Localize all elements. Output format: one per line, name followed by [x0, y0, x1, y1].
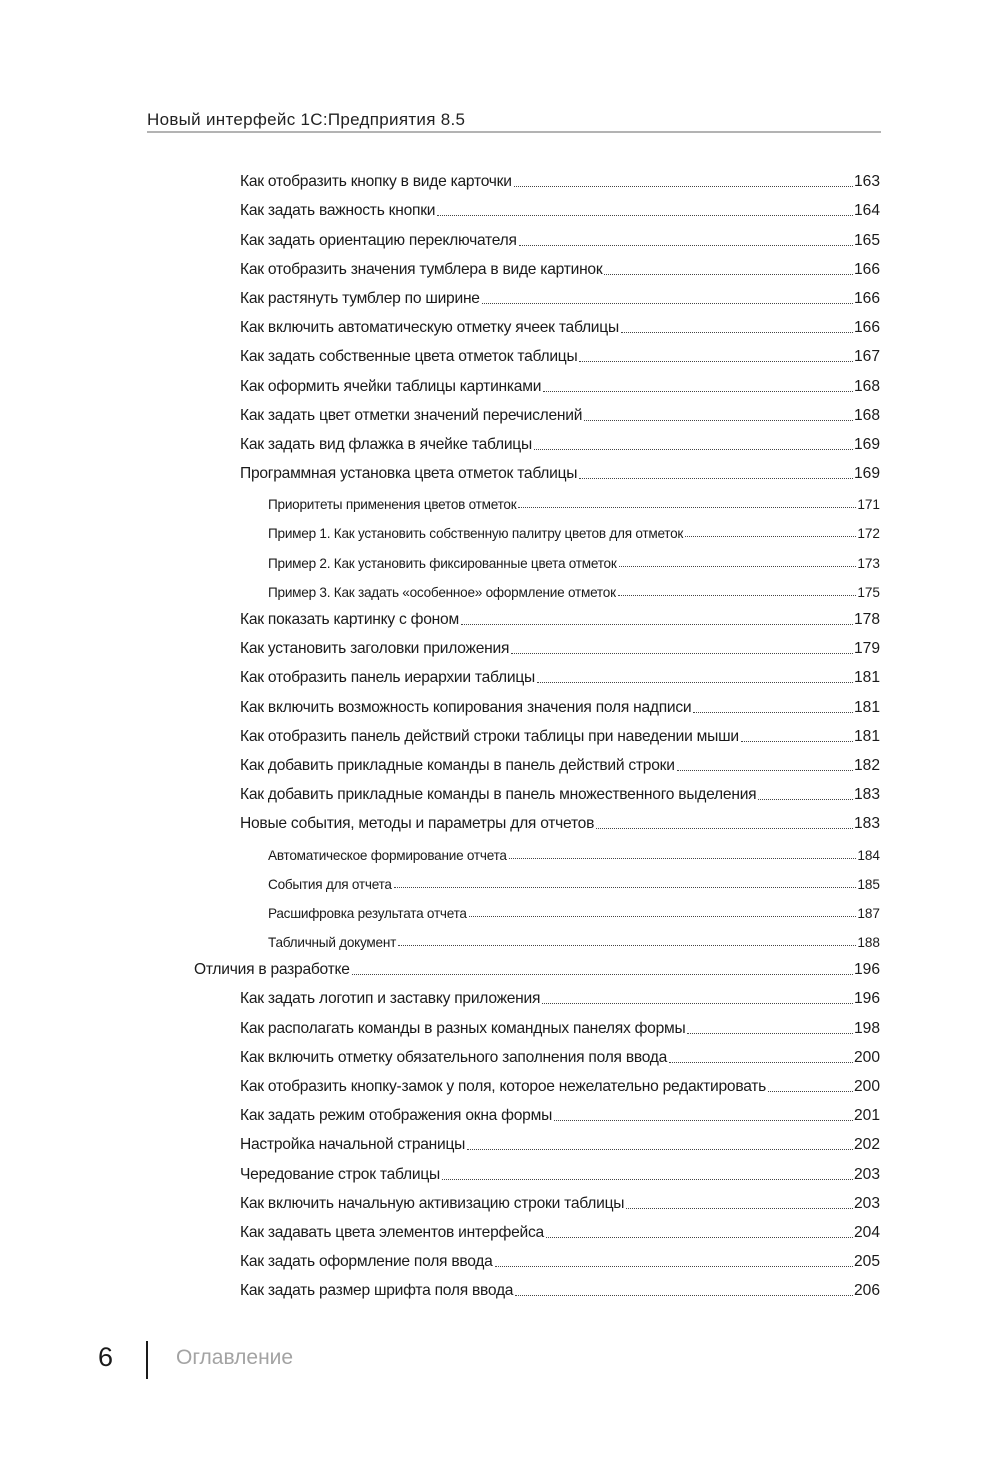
- toc-entry-title: Программная установка цвета отметок таблицы: [240, 465, 578, 483]
- toc-entry-title: Как включить автоматическую отметку ячеек таблицы: [240, 319, 619, 337]
- toc-entry-title: Как задать режим отображения окна формы: [240, 1107, 553, 1125]
- toc-entry-title: Как включить возможность копирования значения поля надписи: [240, 698, 692, 716]
- toc-entry: [240, 458, 880, 487]
- toc-entry-title: Как отобразить кнопку-замок у поля, которое нежелательно редактировать: [240, 1078, 767, 1095]
- footer-section-title: Оглавление: [176, 1346, 294, 1369]
- toc-dot-leader: [596, 828, 853, 829]
- toc-entry-page: 169: [853, 435, 880, 453]
- toc-entry: [240, 1217, 880, 1246]
- toc-dot-leader: [579, 478, 853, 479]
- toc-entry-title: Табличный документ: [268, 935, 397, 951]
- toc-entry: [240, 283, 880, 312]
- page-number: 6: [98, 1342, 114, 1372]
- toc-entry: [194, 954, 880, 983]
- toc-dot-leader: [437, 215, 853, 216]
- toc-entry-page: 171: [857, 497, 880, 513]
- toc-dot-leader: [495, 1266, 853, 1267]
- toc-dot-leader: [758, 799, 853, 800]
- toc-entry: [268, 575, 880, 604]
- toc-entry: [240, 195, 880, 224]
- toc-entry-page: 169: [853, 465, 880, 483]
- toc-entry: [240, 1188, 880, 1217]
- toc-entry-page: 198: [853, 1019, 880, 1037]
- toc-entry-title: Настройка начальной страницы: [240, 1136, 466, 1154]
- toc-dot-leader: [626, 1208, 853, 1209]
- toc-dot-leader: [519, 245, 853, 246]
- toc-entry-title: Как располагать команды в разных командных панелях формы: [240, 1019, 686, 1037]
- toc-dot-leader: [687, 1033, 853, 1034]
- toc-dot-leader: [768, 1091, 853, 1092]
- toc-entry-page: 185: [857, 876, 880, 892]
- toc-entry-title: Приоритеты применения цветов отметок: [268, 497, 517, 513]
- toc-entry: [268, 837, 880, 866]
- toc-entry-title: Как задать собственные цвета отметок таблицы: [240, 348, 578, 366]
- toc-entry-title: Как отобразить значения тумблера в виде картинок: [240, 260, 603, 278]
- toc-entry-title: Новые события, методы и параметры для отчетов: [240, 815, 595, 833]
- toc-dot-leader: [618, 595, 857, 596]
- toc-dot-leader: [461, 624, 853, 625]
- toc-entry-page: 202: [853, 1136, 880, 1154]
- toc-entry: [240, 691, 880, 720]
- toc-entry-page: 203: [853, 1194, 880, 1212]
- toc-entry-title: Как задать важность кнопки: [240, 202, 436, 220]
- toc-entry-page: 181: [853, 698, 880, 716]
- toc-dot-leader: [543, 391, 853, 392]
- toc-dot-leader: [554, 1120, 853, 1121]
- footer-divider: [146, 1341, 148, 1379]
- header-rule: [147, 131, 881, 133]
- toc-entry-page: 173: [857, 555, 880, 571]
- toc-dot-leader: [677, 770, 853, 771]
- toc-entry-title: Как задать цвет отметки значений перечислений: [240, 406, 583, 424]
- toc-entry: [240, 254, 880, 283]
- toc-entry: [240, 224, 880, 253]
- toc-entry-title: Пример 1. Как установить собственную палитру цветов для отметок: [268, 526, 684, 542]
- toc-entry-title: Как добавить прикладные команды в панель множественного выделения: [240, 786, 757, 804]
- toc-entry-title: Как включить отметку обязательного заполнения поля ввода: [240, 1048, 668, 1066]
- toc-entry-title: Отличия в разработке: [194, 961, 350, 979]
- toc-entry: [240, 983, 880, 1012]
- toc-entry-page: 175: [857, 584, 880, 600]
- toc-entry-title: Автоматическое формирование отчета: [268, 847, 507, 863]
- toc-dot-leader: [514, 186, 853, 187]
- toc-entry-title: Пример 2. Как установить фиксированные цвета отметок: [268, 555, 617, 571]
- toc-dot-leader: [509, 858, 857, 859]
- toc-entry-page: 179: [853, 640, 880, 658]
- toc-entry-title: Как включить начальную активизацию строки таблицы: [240, 1194, 625, 1212]
- toc-entry: [240, 721, 880, 750]
- toc-entry: [268, 867, 880, 896]
- toc-entry-page: 205: [853, 1253, 880, 1271]
- toc-entry: [240, 808, 880, 837]
- toc-entry-title: Как показать картинку с фоном: [240, 611, 459, 628]
- toc-entry: [240, 1100, 880, 1129]
- toc-dot-leader: [537, 682, 853, 683]
- toc-entry-title: Как задать логотип и заставку приложения: [240, 990, 541, 1008]
- toc-entry: [268, 545, 880, 574]
- toc-dot-leader: [621, 332, 853, 333]
- table-of-contents: [0, 166, 1000, 1304]
- toc-entry-title: Как отобразить панель иерархии таблицы: [240, 669, 535, 687]
- toc-entry: [240, 1071, 880, 1100]
- toc-dot-leader: [511, 653, 853, 654]
- toc-dot-leader: [467, 1149, 853, 1150]
- toc-dot-leader: [398, 945, 856, 946]
- toc-entry: [240, 370, 880, 399]
- toc-entry: [240, 429, 880, 458]
- toc-entry: [240, 400, 880, 429]
- toc-dot-leader: [469, 916, 857, 917]
- toc-dot-leader: [546, 1237, 853, 1238]
- toc-entry-page: 183: [853, 786, 880, 804]
- toc-entry-page: 172: [857, 526, 880, 542]
- toc-entry-page: 181: [853, 669, 880, 687]
- toc-entry: [240, 1275, 880, 1304]
- toc-entry: [240, 779, 880, 808]
- toc-dot-leader: [584, 420, 853, 421]
- toc-dot-leader: [669, 1062, 853, 1063]
- toc-entry: [240, 1042, 880, 1071]
- toc-entry: [240, 662, 880, 691]
- toc-dot-leader: [518, 507, 856, 508]
- toc-entry-title: Как отобразить панель действий строки таблицы при наведении мыши: [240, 727, 739, 745]
- toc-entry-title: Чередование строк таблицы: [240, 1165, 440, 1183]
- toc-dot-leader: [604, 274, 853, 275]
- toc-dot-leader: [482, 303, 853, 304]
- toc-entry-page: 188: [857, 935, 880, 951]
- toc-entry-title: Пример 3. Как задать «особенное» оформление отметок: [268, 584, 616, 600]
- toc-entry-title: Расшифровка результата отчета: [268, 905, 467, 921]
- toc-entry: [240, 166, 880, 195]
- toc-entry: [240, 1158, 880, 1187]
- toc-entry: [240, 1246, 880, 1275]
- toc-entry-page: 168: [853, 406, 880, 424]
- toc-entry: [268, 516, 880, 545]
- toc-entry-page: 168: [853, 377, 880, 395]
- toc-entry-page: 201: [853, 1107, 880, 1125]
- toc-dot-leader: [579, 361, 853, 362]
- toc-dot-leader: [534, 449, 853, 450]
- toc-entry: [268, 487, 880, 516]
- toc-entry-page: 182: [853, 756, 880, 774]
- toc-entry-page: 203: [853, 1165, 880, 1183]
- toc-dot-leader: [515, 1295, 853, 1296]
- toc-entry: [240, 1129, 880, 1158]
- toc-entry-title: Как задать размер шрифта поля ввода: [240, 1282, 514, 1300]
- toc-dot-leader: [685, 536, 856, 537]
- toc-entry-page: 166: [853, 260, 880, 278]
- toc-dot-leader: [741, 741, 853, 742]
- toc-entry: [240, 604, 880, 633]
- toc-entry-page: 163: [853, 173, 880, 191]
- toc-entry-title: Как задать оформление поля ввода: [240, 1253, 493, 1271]
- toc-dot-leader: [442, 1179, 853, 1180]
- toc-entry-title: Как оформить ячейки таблицы картинками: [240, 377, 542, 395]
- toc-entry-page: 181: [853, 727, 880, 745]
- toc-entry-page: 206: [853, 1282, 880, 1300]
- toc-entry-title: Как установить заголовки приложения: [240, 640, 510, 658]
- toc-entry-title: События для отчета: [268, 876, 392, 892]
- toc-entry-page: 200: [853, 1048, 880, 1066]
- toc-dot-leader: [619, 566, 857, 567]
- toc-entry-page: 164: [853, 202, 880, 220]
- toc-entry-page: 200: [853, 1078, 880, 1095]
- toc-entry: [240, 341, 880, 370]
- toc-entry-title: Как задавать цвета элементов интерфейса: [240, 1223, 544, 1241]
- toc-entry-title: Как задать ориентацию переключателя: [240, 231, 517, 249]
- toc-dot-leader: [352, 974, 853, 975]
- toc-entry-title: Как задать вид флажка в ячейке таблицы: [240, 435, 532, 453]
- toc-dot-leader: [394, 887, 857, 888]
- toc-entry: [240, 633, 880, 662]
- toc-entry: [240, 750, 880, 779]
- toc-entry-page: 196: [853, 961, 880, 979]
- toc-entry-page: 204: [853, 1223, 880, 1241]
- toc-entry: [240, 312, 880, 341]
- toc-entry-page: 178: [853, 611, 880, 628]
- toc-entry: [240, 1012, 880, 1041]
- toc-entry-page: 187: [857, 905, 880, 921]
- toc-entry-title: Как растянуть тумблер по ширине: [240, 289, 480, 307]
- toc-entry-page: 166: [853, 289, 880, 307]
- toc-entry-title: Как добавить прикладные команды в панель действий строки: [240, 756, 675, 774]
- toc-dot-leader: [693, 712, 853, 713]
- running-header: Новый интерфейс 1С:Предприятия 8.5: [147, 110, 466, 129]
- toc-entry-page: 183: [853, 815, 880, 833]
- toc-entry: [268, 896, 880, 925]
- toc-entry-page: 167: [853, 348, 880, 366]
- toc-entry-page: 165: [853, 231, 880, 249]
- toc-entry-page: 184: [857, 847, 880, 863]
- toc-entry-page: 166: [853, 319, 880, 337]
- toc-dot-leader: [542, 1003, 853, 1004]
- toc-entry: [268, 925, 880, 954]
- toc-entry-title: Как отобразить кнопку в виде карточки: [240, 173, 512, 191]
- toc-entry-page: 196: [853, 990, 880, 1008]
